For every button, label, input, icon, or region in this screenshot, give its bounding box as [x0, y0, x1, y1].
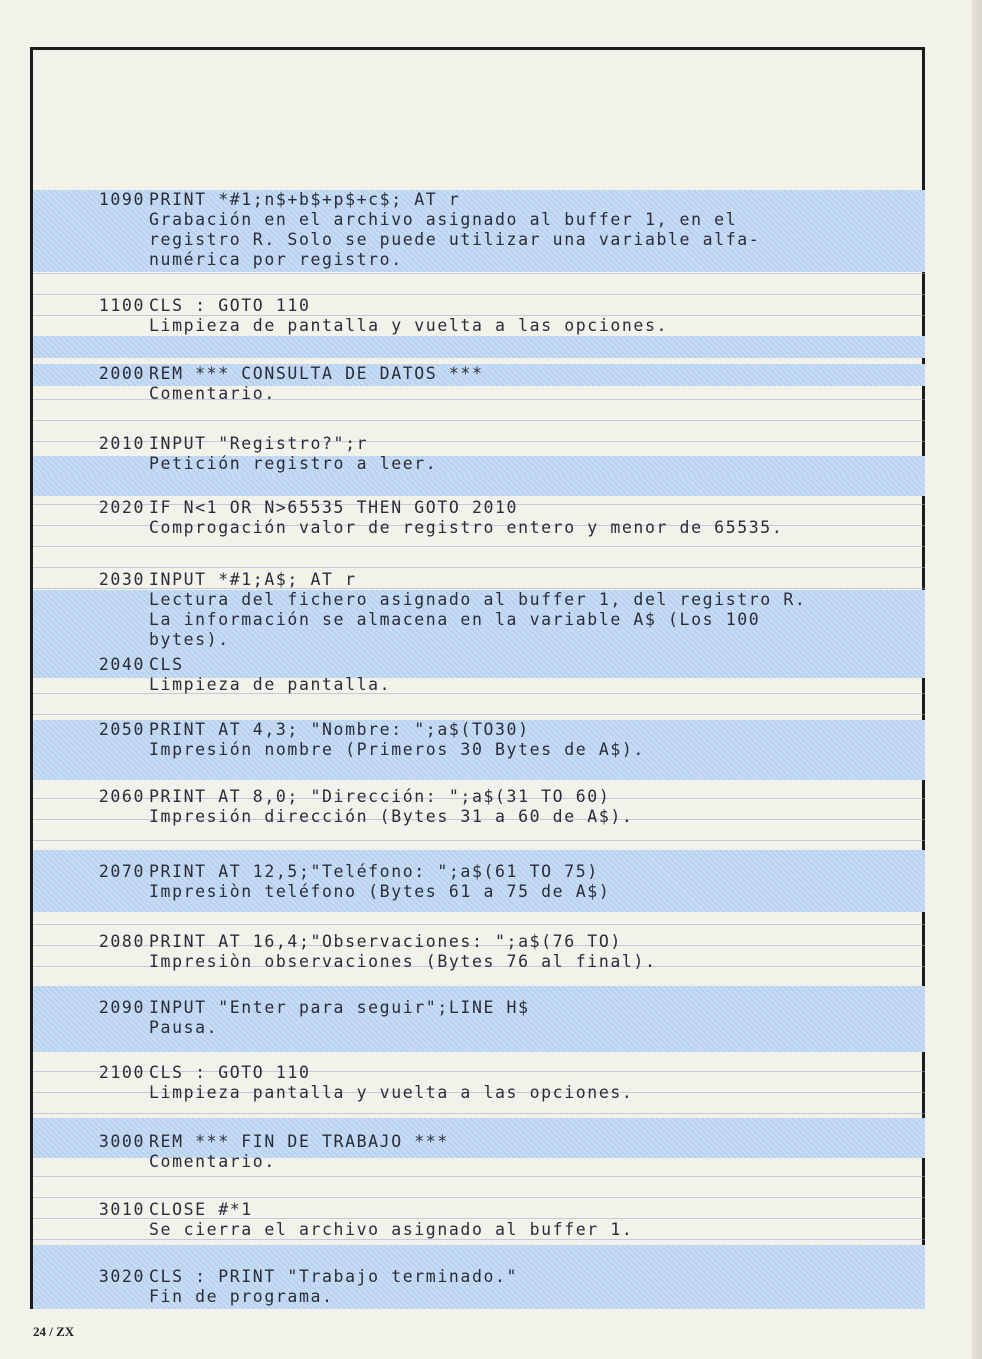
listing-entry [33, 655, 925, 695]
description-line: Impresiòn observaciones (Bytes 76 al final). [149, 952, 657, 971]
line-number: 2020 [98, 498, 145, 517]
highlight-band [33, 336, 925, 358]
description-line: numérica por registro. [149, 250, 403, 269]
listing-entry [33, 850, 925, 902]
description-line: Grabación en el archivo asignado al buffer 1, en el [149, 210, 738, 229]
line-number: 3000 [98, 1132, 145, 1151]
code-statement: INPUT *#1;A$; AT r [149, 570, 357, 589]
description-line: Fin de programa. [149, 1287, 334, 1306]
code-statement: CLOSE #*1 [149, 1200, 253, 1219]
listing-entry [33, 787, 925, 827]
description-line: Limpieza de pantalla y vuelta a las opciones. [149, 316, 669, 335]
code-statement: REM *** FIN DE TRABAJO *** [149, 1132, 449, 1151]
line-number: 2000 [98, 364, 145, 383]
description-line: Lectura del fichero asignado al buffer 1, del registro R. [149, 590, 807, 609]
description-line: Se cierra el archivo asignado al buffer 1. [149, 1220, 634, 1239]
listing-entry [33, 986, 925, 1038]
description-line: Pausa. [149, 1018, 219, 1037]
description-line: Limpieza de pantalla. [149, 675, 392, 694]
page-edge-shadow [972, 0, 982, 1359]
listing-entry [33, 498, 925, 538]
line-number: 2010 [98, 434, 145, 453]
description-line: Limpieza pantalla y vuelta a las opciones. [149, 1083, 634, 1102]
line-number: 2030 [98, 570, 145, 589]
line-number: 3020 [98, 1267, 145, 1286]
description-line: bytes). [149, 630, 230, 649]
code-statement: PRINT AT 16,4;"Observaciones: ";a$(76 TO) [149, 932, 622, 951]
listing-entry [33, 434, 925, 474]
basic-listing [33, 190, 925, 1309]
code-statement: CLS : GOTO 110 [149, 296, 311, 315]
line-number: 1100 [98, 296, 145, 315]
listing-entry [33, 1118, 925, 1172]
description-line: Comprogación valor de registro entero y menor de 65535. [149, 518, 784, 537]
line-number: 2040 [98, 655, 145, 674]
description-line: Comentario. [149, 384, 276, 403]
code-statement: PRINT AT 4,3; "Nombre: ";a$(TO30) [149, 720, 530, 739]
description-line: Petición registro a leer. [149, 454, 438, 473]
description-line: registro R. Solo se puede utilizar una variable alfa- [149, 230, 761, 249]
listing-entry [33, 364, 925, 404]
description-line: Comentario. [149, 1152, 276, 1171]
listing-entry [33, 1063, 925, 1103]
description-line: Impresiòn teléfono (Bytes 61 a 75 de A$) [149, 882, 611, 901]
code-statement: PRINT AT 8,0; "Dirección: ";a$(31 TO 60) [149, 787, 611, 806]
code-statement: PRINT *#1;n$+b$+p$+c$; AT r [149, 190, 461, 209]
code-statement: REM *** CONSULTA DE DATOS *** [149, 364, 484, 383]
code-statement: IF N<1 OR N>65535 THEN GOTO 2010 [149, 498, 519, 517]
line-number: 2100 [98, 1063, 145, 1082]
page-footer: 24 / ZX [33, 1324, 75, 1339]
code-statement: CLS : GOTO 110 [149, 1063, 311, 1082]
line-number: 1090 [98, 190, 145, 209]
code-statement: PRINT AT 12,5;"Teléfono: ";a$(61 TO 75) [149, 862, 599, 881]
code-statement: INPUT "Enter para seguir";LINE H$ [149, 998, 530, 1017]
highlight-band [33, 476, 925, 496]
listing-entry [33, 1245, 925, 1307]
listing-entry [33, 932, 925, 972]
listing-entry [33, 190, 925, 270]
code-statement: CLS : PRINT "Trabajo terminado." [149, 1267, 519, 1286]
code-statement: CLS [149, 655, 184, 674]
line-number: 2050 [98, 720, 145, 739]
code-statement: INPUT "Registro?";r [149, 434, 369, 453]
line-number: 2070 [98, 862, 145, 881]
listing-entry [33, 296, 925, 336]
listing-entry [33, 1200, 925, 1240]
line-number: 2060 [98, 787, 145, 806]
listing-entry [33, 720, 925, 760]
description-line: La información se almacena en la variable A$ (Los 100 [149, 610, 761, 629]
description-line: Impresión dirección (Bytes 31 a 60 de A$). [149, 807, 634, 826]
description-line: Impresión nombre (Primeros 30 Bytes de A$). [149, 740, 645, 759]
line-number: 3010 [98, 1200, 145, 1219]
line-number: 2080 [98, 932, 145, 951]
line-number: 2090 [98, 998, 145, 1017]
listing-entry [33, 570, 925, 650]
